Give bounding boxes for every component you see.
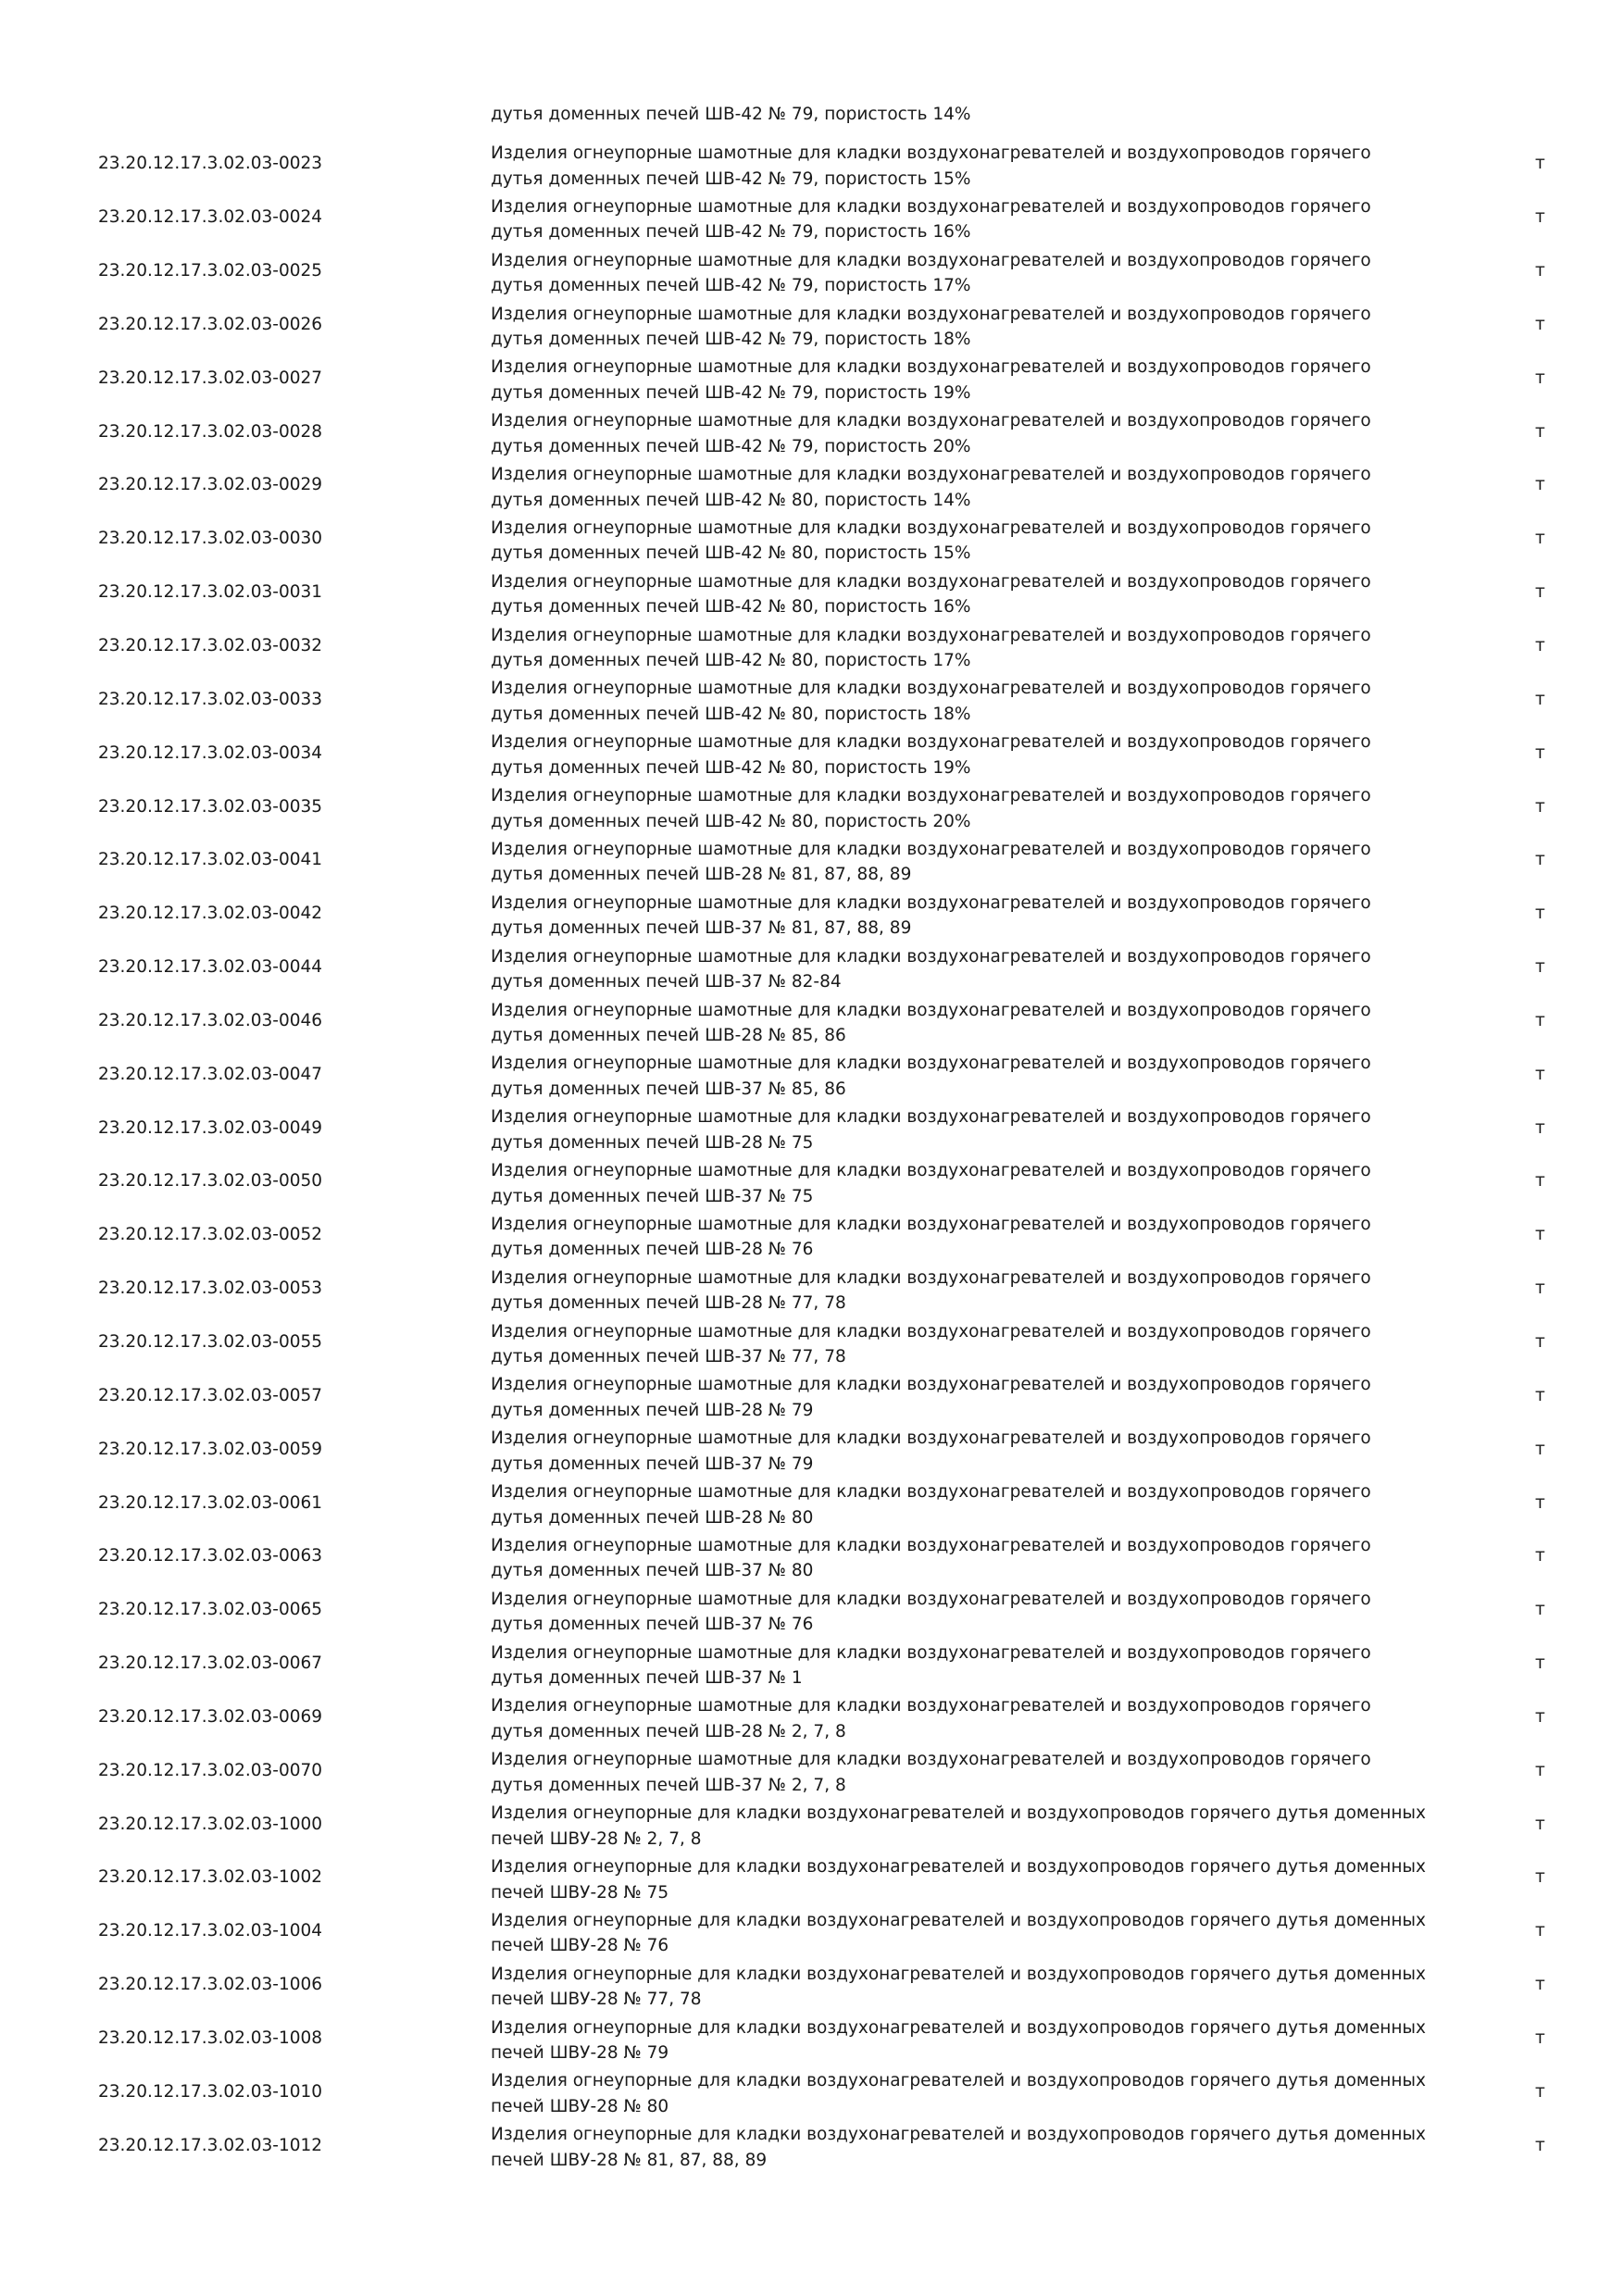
description-line-2: печей ШВУ-28 № 79	[491, 2043, 669, 2064]
unit-of-measure: т	[1535, 1439, 1545, 1459]
description-line-2: дутья доменных печей ШВ-42 № 79, пористость 18%	[491, 330, 971, 350]
table-row	[0, 1851, 1624, 1904]
resource-description	[491, 194, 1491, 245]
resource-description	[491, 1372, 1491, 1423]
description-line-1: Изделия огнеупорные шамотные для кладки воздухонагревателей и воздухопроводов горячего	[491, 196, 1371, 217]
unit-of-measure: т	[1535, 1064, 1545, 1084]
description-line-1: Изделия огнеупорные шамотные для кладки воздухонагревателей и воздухопроводов горячего	[491, 518, 1371, 538]
unit-of-measure: т	[1535, 2028, 1545, 2048]
description-line-2: дутья доменных печей ШВ-37 № 85, 86	[491, 1079, 846, 1099]
description-line-2: дутья доменных печей ШВ-42 № 79, пористость 16%	[491, 222, 971, 243]
description-line-1: Изделия огнеупорные шамотные для кладки воздухонагревателей и воздухопроводов горячего	[491, 1482, 1371, 1503]
description-line-2: дутья доменных печей ШВ-37 № 82-84	[491, 972, 842, 992]
table-row	[0, 1958, 1624, 2012]
unit-of-measure: т	[1535, 1225, 1545, 1245]
description-line-2: дутья доменных печей ШВ-28 № 75	[491, 1132, 814, 1153]
table-row	[0, 780, 1624, 833]
resource-code: 23.20.12.17.3.02.03-0053	[98, 1279, 323, 1299]
unit-of-measure: т	[1535, 1279, 1545, 1299]
unit-of-measure: т	[1535, 1385, 1545, 1405]
description-line-1: Изделия огнеупорные для кладки воздухонагревателей и воздухопроводов горячего дутья доменных	[491, 1964, 1426, 1984]
unit-of-measure: т	[1535, 1706, 1545, 1727]
description-line-2: дутья доменных печей ШВ-42 № 79, пористость 19%	[491, 382, 971, 403]
unit-of-measure: т	[1535, 1814, 1545, 1834]
table-row	[0, 1476, 1624, 1529]
resource-description	[491, 355, 1491, 406]
table-row	[0, 1101, 1624, 1154]
unit-of-measure: т	[1535, 1492, 1545, 1513]
resource-code: 23.20.12.17.3.02.03-1006	[98, 1975, 323, 1995]
table-row	[0, 726, 1624, 780]
resource-code: 23.20.12.17.3.02.03-0065	[98, 1600, 323, 1620]
table-row	[0, 351, 1624, 405]
table-row	[0, 994, 1624, 1048]
resource-code: 23.20.12.17.3.02.03-0035	[98, 796, 323, 817]
description-line-2: печей ШВУ-28 № 81, 87, 88, 89	[491, 2150, 768, 2170]
description-line-2: дутья доменных печей ШВ-42 № 79, пористость 15%	[491, 168, 971, 189]
unit-of-measure: т	[1535, 850, 1545, 870]
resource-code: 23.20.12.17.3.02.03-0067	[98, 1653, 323, 1674]
resource-description	[491, 408, 1491, 459]
description-line-1: Изделия огнеупорные для кладки воздухонагревателей и воздухопроводов горячего дутья доменных	[491, 1857, 1426, 1877]
resource-description	[491, 1747, 1491, 1798]
description-line-1: Изделия огнеупорные шамотные для кладки воздухонагревателей и воздухопроводов горячего	[491, 1054, 1371, 1074]
resource-code: 23.20.12.17.3.02.03-0031	[98, 582, 323, 603]
description-line-1: Изделия огнеупорные шамотные для кладки воздухонагревателей и воздухопроводов горячего	[491, 1107, 1371, 1128]
description-line-1: Изделия огнеупорные шамотные для кладки воздухонагревателей и воздухопроводов горячего	[491, 465, 1371, 485]
resource-description	[491, 1587, 1491, 1638]
description-line-1: Изделия огнеупорные для кладки воздухонагревателей и воздухопроводов горячего дутья доменных	[491, 2017, 1426, 2038]
description-line-2: дутья доменных печей ШВ-42 № 80, пористость 16%	[491, 597, 971, 618]
resource-table	[0, 137, 1624, 2172]
description-line-2: дутья доменных печей ШВ-28 № 77, 78	[491, 1293, 846, 1314]
resource-description	[491, 2015, 1491, 2066]
description-line-1: Изделия огнеупорные шамотные для кладки воздухонагревателей и воздухопроводов горячего	[491, 839, 1371, 859]
table-row	[0, 244, 1624, 298]
description-line-1: Изделия огнеупорные шамотные для кладки воздухонагревателей и воздухопроводов горячего	[491, 892, 1371, 913]
unit-of-measure: т	[1535, 1653, 1545, 1674]
description-line-2: дутья доменных печей ШВ-28 № 85, 86	[491, 1026, 846, 1045]
resource-code: 23.20.12.17.3.02.03-0057	[98, 1385, 323, 1405]
resource-code: 23.20.12.17.3.02.03-0024	[98, 207, 323, 228]
resource-code: 23.20.12.17.3.02.03-0023	[98, 154, 323, 174]
description-line-1: Изделия огнеупорные шамотные для кладки воздухонагревателей и воздухопроводов горячего	[491, 786, 1371, 806]
table-row	[0, 512, 1624, 566]
resource-code: 23.20.12.17.3.02.03-0032	[98, 636, 323, 656]
description-line-1: Изделия огнеупорные шамотные для кладки воздухонагревателей и воздухопроводов горячего	[491, 1429, 1371, 1449]
description-line-1: Изделия огнеупорные шамотные для кладки воздухонагревателей и воздухопроводов горячего	[491, 144, 1371, 163]
unit-of-measure: т	[1535, 1921, 1545, 1941]
resource-description	[491, 1641, 1491, 1691]
resource-code: 23.20.12.17.3.02.03-0050	[98, 1171, 323, 1192]
description-line-1: Изделия огнеупорные шамотные для кладки воздухонагревателей и воздухопроводов горячего	[491, 946, 1371, 967]
description-line-1: Изделия огнеупорные шамотные для кладки воздухонагревателей и воздухопроводов горячего	[491, 1375, 1371, 1395]
description-line-2: дутья доменных печей ШВ-42 № 79, пористость 20%	[491, 436, 971, 456]
resource-code: 23.20.12.17.3.02.03-0025	[98, 261, 323, 281]
description-line-2: дутья доменных печей ШВ-28 № 76	[491, 1240, 814, 1260]
description-line-2: дутья доменных печей ШВ-37 № 80	[491, 1561, 814, 1581]
unit-of-measure: т	[1535, 368, 1545, 388]
resource-code: 23.20.12.17.3.02.03-0063	[98, 1546, 323, 1566]
resource-description	[491, 623, 1491, 674]
description-line-1: Изделия огнеупорные шамотные для кладки воздухонагревателей и воздухопроводов горячего	[491, 411, 1371, 431]
resource-code: 23.20.12.17.3.02.03-0030	[98, 529, 323, 549]
resource-description	[491, 2068, 1491, 2119]
description-line-1: Изделия огнеупорные для кладки воздухонагревателей и воздухопроводов горячего дутья доменных	[491, 2071, 1426, 2091]
resource-description	[491, 1908, 1491, 1959]
resource-description	[491, 302, 1491, 353]
unit-of-measure: т	[1535, 957, 1545, 978]
unit-of-measure: т	[1535, 2081, 1545, 2102]
resource-code: 23.20.12.17.3.02.03-0042	[98, 904, 323, 924]
resource-code: 23.20.12.17.3.02.03-1012	[98, 2135, 323, 2155]
unit-of-measure: т	[1535, 314, 1545, 334]
unit-of-measure: т	[1535, 796, 1545, 817]
resource-code: 23.20.12.17.3.02.03-1002	[98, 1867, 323, 1888]
description-line-2: печей ШВУ-28 № 80	[491, 2096, 669, 2116]
continuation-line: дутья доменных печей ШВ-42 № 79, пористость 14%	[491, 105, 971, 124]
resource-code: 23.20.12.17.3.02.03-1004	[98, 1921, 323, 1941]
resource-code: 23.20.12.17.3.02.03-0028	[98, 421, 323, 442]
description-line-1: Изделия огнеупорные для кладки воздухонагревателей и воздухопроводов горячего дутья доменных	[491, 1910, 1426, 1930]
description-line-2: дутья доменных печей ШВ-37 № 79	[491, 1454, 814, 1474]
resource-description	[491, 1158, 1491, 1209]
description-line-1: Изделия огнеупорные шамотные для кладки воздухонагревателей и воздухопроводов горячего	[491, 1161, 1371, 1181]
description-line-2: дутья доменных печей ШВ-37 № 1	[491, 1668, 803, 1689]
resource-description	[491, 1479, 1491, 1530]
resource-description	[491, 462, 1491, 513]
unit-of-measure: т	[1535, 207, 1545, 228]
unit-of-measure: т	[1535, 1117, 1545, 1138]
description-line-2: дутья доменных печей ШВ-42 № 80, пористость 20%	[491, 811, 971, 831]
table-row	[0, 458, 1624, 512]
description-line-2: дутья доменных печей ШВ-37 № 77, 78	[491, 1347, 846, 1367]
table-row	[0, 1797, 1624, 1851]
table-row	[0, 1637, 1624, 1691]
table-row	[0, 1154, 1624, 1208]
description-line-1: Изделия огнеупорные шамотные для кладки воздухонагревателей и воздухопроводов горячего	[491, 1000, 1371, 1020]
description-line-2: печей ШВУ-28 № 75	[491, 1882, 669, 1903]
table-row	[0, 2118, 1624, 2172]
unit-of-measure: т	[1535, 529, 1545, 549]
table-row	[0, 619, 1624, 673]
resource-description	[491, 1426, 1491, 1477]
description-line-2: дутья доменных печей ШВ-28 № 81, 87, 88, 89	[491, 865, 912, 885]
description-line-1: Изделия огнеупорные шамотные для кладки воздухонагревателей и воздухопроводов горячего	[491, 732, 1371, 753]
description-line-2: печей ШВУ-28 № 76	[491, 1936, 669, 1956]
unit-of-measure: т	[1535, 1010, 1545, 1030]
unit-of-measure: т	[1535, 261, 1545, 281]
resource-description	[491, 248, 1491, 299]
description-line-1: Изделия огнеупорные шамотные для кладки воздухонагревателей и воздухопроводов горячего	[491, 357, 1371, 378]
description-line-1: Изделия огнеупорные шамотные для кладки воздухонагревателей и воздухопроводов горячего	[491, 1267, 1371, 1288]
resource-code: 23.20.12.17.3.02.03-0049	[98, 1117, 323, 1138]
table-row	[0, 1368, 1624, 1422]
table-row	[0, 566, 1624, 619]
resource-description	[491, 783, 1491, 834]
resource-code: 23.20.12.17.3.02.03-0059	[98, 1439, 323, 1459]
description-line-1: Изделия огнеупорные шамотные для кладки воздухонагревателей и воздухопроводов горячего	[491, 1750, 1371, 1770]
table-row	[0, 1047, 1624, 1101]
unit-of-measure: т	[1535, 1760, 1545, 1780]
resource-description	[491, 1266, 1491, 1316]
table-row	[0, 941, 1624, 994]
table-row	[0, 1422, 1624, 1476]
table-row	[0, 1690, 1624, 1743]
description-line-2: печей ШВУ-28 № 2, 7, 8	[491, 1828, 702, 1849]
resource-description	[491, 1693, 1491, 1744]
unit-of-measure: т	[1535, 154, 1545, 174]
unit-of-measure: т	[1535, 475, 1545, 495]
resource-description	[491, 1533, 1491, 1584]
resource-code: 23.20.12.17.3.02.03-0070	[98, 1760, 323, 1780]
resource-description	[491, 1801, 1491, 1852]
resource-code: 23.20.12.17.3.02.03-0041	[98, 850, 323, 870]
resource-description	[491, 1104, 1491, 1155]
resource-description	[491, 1854, 1491, 1905]
description-line-2: дутья доменных печей ШВ-37 № 2, 7, 8	[491, 1775, 846, 1795]
resource-code: 23.20.12.17.3.02.03-1010	[98, 2081, 323, 2102]
resource-description	[491, 516, 1491, 567]
resource-description	[491, 569, 1491, 620]
resource-code: 23.20.12.17.3.02.03-0069	[98, 1706, 323, 1727]
table-row	[0, 1904, 1624, 1958]
resource-code: 23.20.12.17.3.02.03-0046	[98, 1010, 323, 1030]
table-row	[0, 887, 1624, 941]
table-row	[0, 2012, 1624, 2065]
unit-of-measure: т	[1535, 636, 1545, 656]
description-line-2: дутья доменных печей ШВ-42 № 80, пористость 15%	[491, 543, 971, 564]
description-line-2: дутья доменных печей ШВ-37 № 81, 87, 88, 89	[491, 918, 912, 939]
description-line-2: дутья доменных печей ШВ-28 № 80	[491, 1507, 814, 1528]
table-row	[0, 191, 1624, 244]
table-row	[0, 1583, 1624, 1637]
table-row	[0, 298, 1624, 352]
resource-description	[491, 141, 1491, 192]
resource-code: 23.20.12.17.3.02.03-0047	[98, 1064, 323, 1084]
description-line-2: дутья доменных печей ШВ-28 № 2, 7, 8	[491, 1721, 846, 1741]
unit-of-measure: т	[1535, 1331, 1545, 1352]
resource-description	[491, 837, 1491, 888]
description-line-1: Изделия огнеупорные для кладки воздухонагревателей и воздухопроводов горячего дутья доменных	[491, 2125, 1426, 2145]
table-row	[0, 137, 1624, 191]
resource-description	[491, 1051, 1491, 1102]
description-line-1: Изделия огнеупорные шамотные для кладки воздухонагревателей и воздухопроводов горячего	[491, 625, 1371, 645]
resource-description	[491, 730, 1491, 780]
description-line-1: Изделия огнеупорные шамотные для кладки воздухонагревателей и воздухопроводов горячего	[491, 1696, 1371, 1716]
description-line-1: Изделия огнеупорные шамотные для кладки воздухонагревателей и воздухопроводов горячего	[491, 1321, 1371, 1341]
table-row	[0, 1743, 1624, 1797]
resource-code: 23.20.12.17.3.02.03-0044	[98, 957, 323, 978]
description-line-1: Изделия огнеупорные шамотные для кладки воздухонагревателей и воздухопроводов горячего	[491, 1589, 1371, 1609]
resource-description	[491, 1962, 1491, 2013]
description-line-1: Изделия огнеупорные шамотные для кладки воздухонагревателей и воздухопроводов горячего	[491, 250, 1371, 270]
description-line-2: дутья доменных печей ШВ-42 № 79, пористость 17%	[491, 276, 971, 296]
table-row	[0, 833, 1624, 887]
description-line-1: Изделия огнеупорные шамотные для кладки воздухонагревателей и воздухопроводов горячего	[491, 679, 1371, 699]
resource-description	[491, 944, 1491, 995]
resource-code: 23.20.12.17.3.02.03-0061	[98, 1492, 323, 1513]
resource-description	[491, 676, 1491, 727]
resource-code: 23.20.12.17.3.02.03-0055	[98, 1331, 323, 1352]
table-row	[0, 672, 1624, 726]
resource-description	[491, 1319, 1491, 1370]
table-row	[0, 1208, 1624, 1262]
description-line-1: Изделия огнеупорные шамотные для кладки воздухонагревателей и воздухопроводов горячего	[491, 1642, 1371, 1663]
resource-code: 23.20.12.17.3.02.03-0026	[98, 314, 323, 334]
unit-of-measure: т	[1535, 1600, 1545, 1620]
unit-of-measure: т	[1535, 904, 1545, 924]
description-line-2: дутья доменных печей ШВ-37 № 75	[491, 1186, 814, 1206]
unit-of-measure: т	[1535, 582, 1545, 603]
unit-of-measure: т	[1535, 1546, 1545, 1566]
description-line-1: Изделия огнеупорные шамотные для кладки воздухонагревателей и воздухопроводов горячего	[491, 1535, 1371, 1555]
unit-of-measure: т	[1535, 1867, 1545, 1888]
table-row	[0, 2065, 1624, 2118]
resource-code: 23.20.12.17.3.02.03-0052	[98, 1225, 323, 1245]
resource-description	[491, 998, 1491, 1049]
table-row	[0, 405, 1624, 458]
table-row	[0, 1316, 1624, 1369]
description-line-2: дутья доменных печей ШВ-42 № 80, пористость 17%	[491, 651, 971, 671]
description-line-2: дутья доменных печей ШВ-42 № 80, пористость 18%	[491, 704, 971, 724]
resource-code: 23.20.12.17.3.02.03-0033	[98, 689, 323, 709]
resource-code: 23.20.12.17.3.02.03-1008	[98, 2028, 323, 2048]
description-line-2: печей ШВУ-28 № 77, 78	[491, 1990, 702, 2010]
description-line-1: Изделия огнеупорные шамотные для кладки воздухонагревателей и воздухопроводов горячего	[491, 304, 1371, 324]
resource-code: 23.20.12.17.3.02.03-1000	[98, 1814, 323, 1834]
unit-of-measure: т	[1535, 689, 1545, 709]
unit-of-measure: т	[1535, 1975, 1545, 1995]
description-line-2: дутья доменных печей ШВ-28 № 79	[491, 1400, 814, 1420]
resource-code: 23.20.12.17.3.02.03-0034	[98, 742, 323, 763]
unit-of-measure: т	[1535, 1171, 1545, 1192]
description-line-2: дутья доменных печей ШВ-37 № 76	[491, 1615, 814, 1635]
resource-description	[491, 1212, 1491, 1263]
table-row	[0, 1529, 1624, 1583]
resource-code: 23.20.12.17.3.02.03-0029	[98, 475, 323, 495]
unit-of-measure: т	[1535, 742, 1545, 763]
unit-of-measure: т	[1535, 2135, 1545, 2155]
description-line-2: дутья доменных печей ШВ-42 № 80, пористость 19%	[491, 757, 971, 778]
description-line-1: Изделия огнеупорные шамотные для кладки воздухонагревателей и воздухопроводов горячего	[491, 571, 1371, 592]
description-line-1: Изделия огнеупорные для кладки воздухонагревателей и воздухопроводов горячего дутья доменных	[491, 1803, 1426, 1824]
table-row	[0, 1262, 1624, 1316]
description-line-1: Изделия огнеупорные шамотные для кладки воздухонагревателей и воздухопроводов горячего	[491, 1214, 1371, 1234]
resource-description	[491, 2122, 1491, 2173]
resource-code: 23.20.12.17.3.02.03-0027	[98, 368, 323, 388]
unit-of-measure: т	[1535, 421, 1545, 442]
resource-description	[491, 891, 1491, 942]
description-line-2: дутья доменных печей ШВ-42 № 80, пористость 14%	[491, 490, 971, 510]
